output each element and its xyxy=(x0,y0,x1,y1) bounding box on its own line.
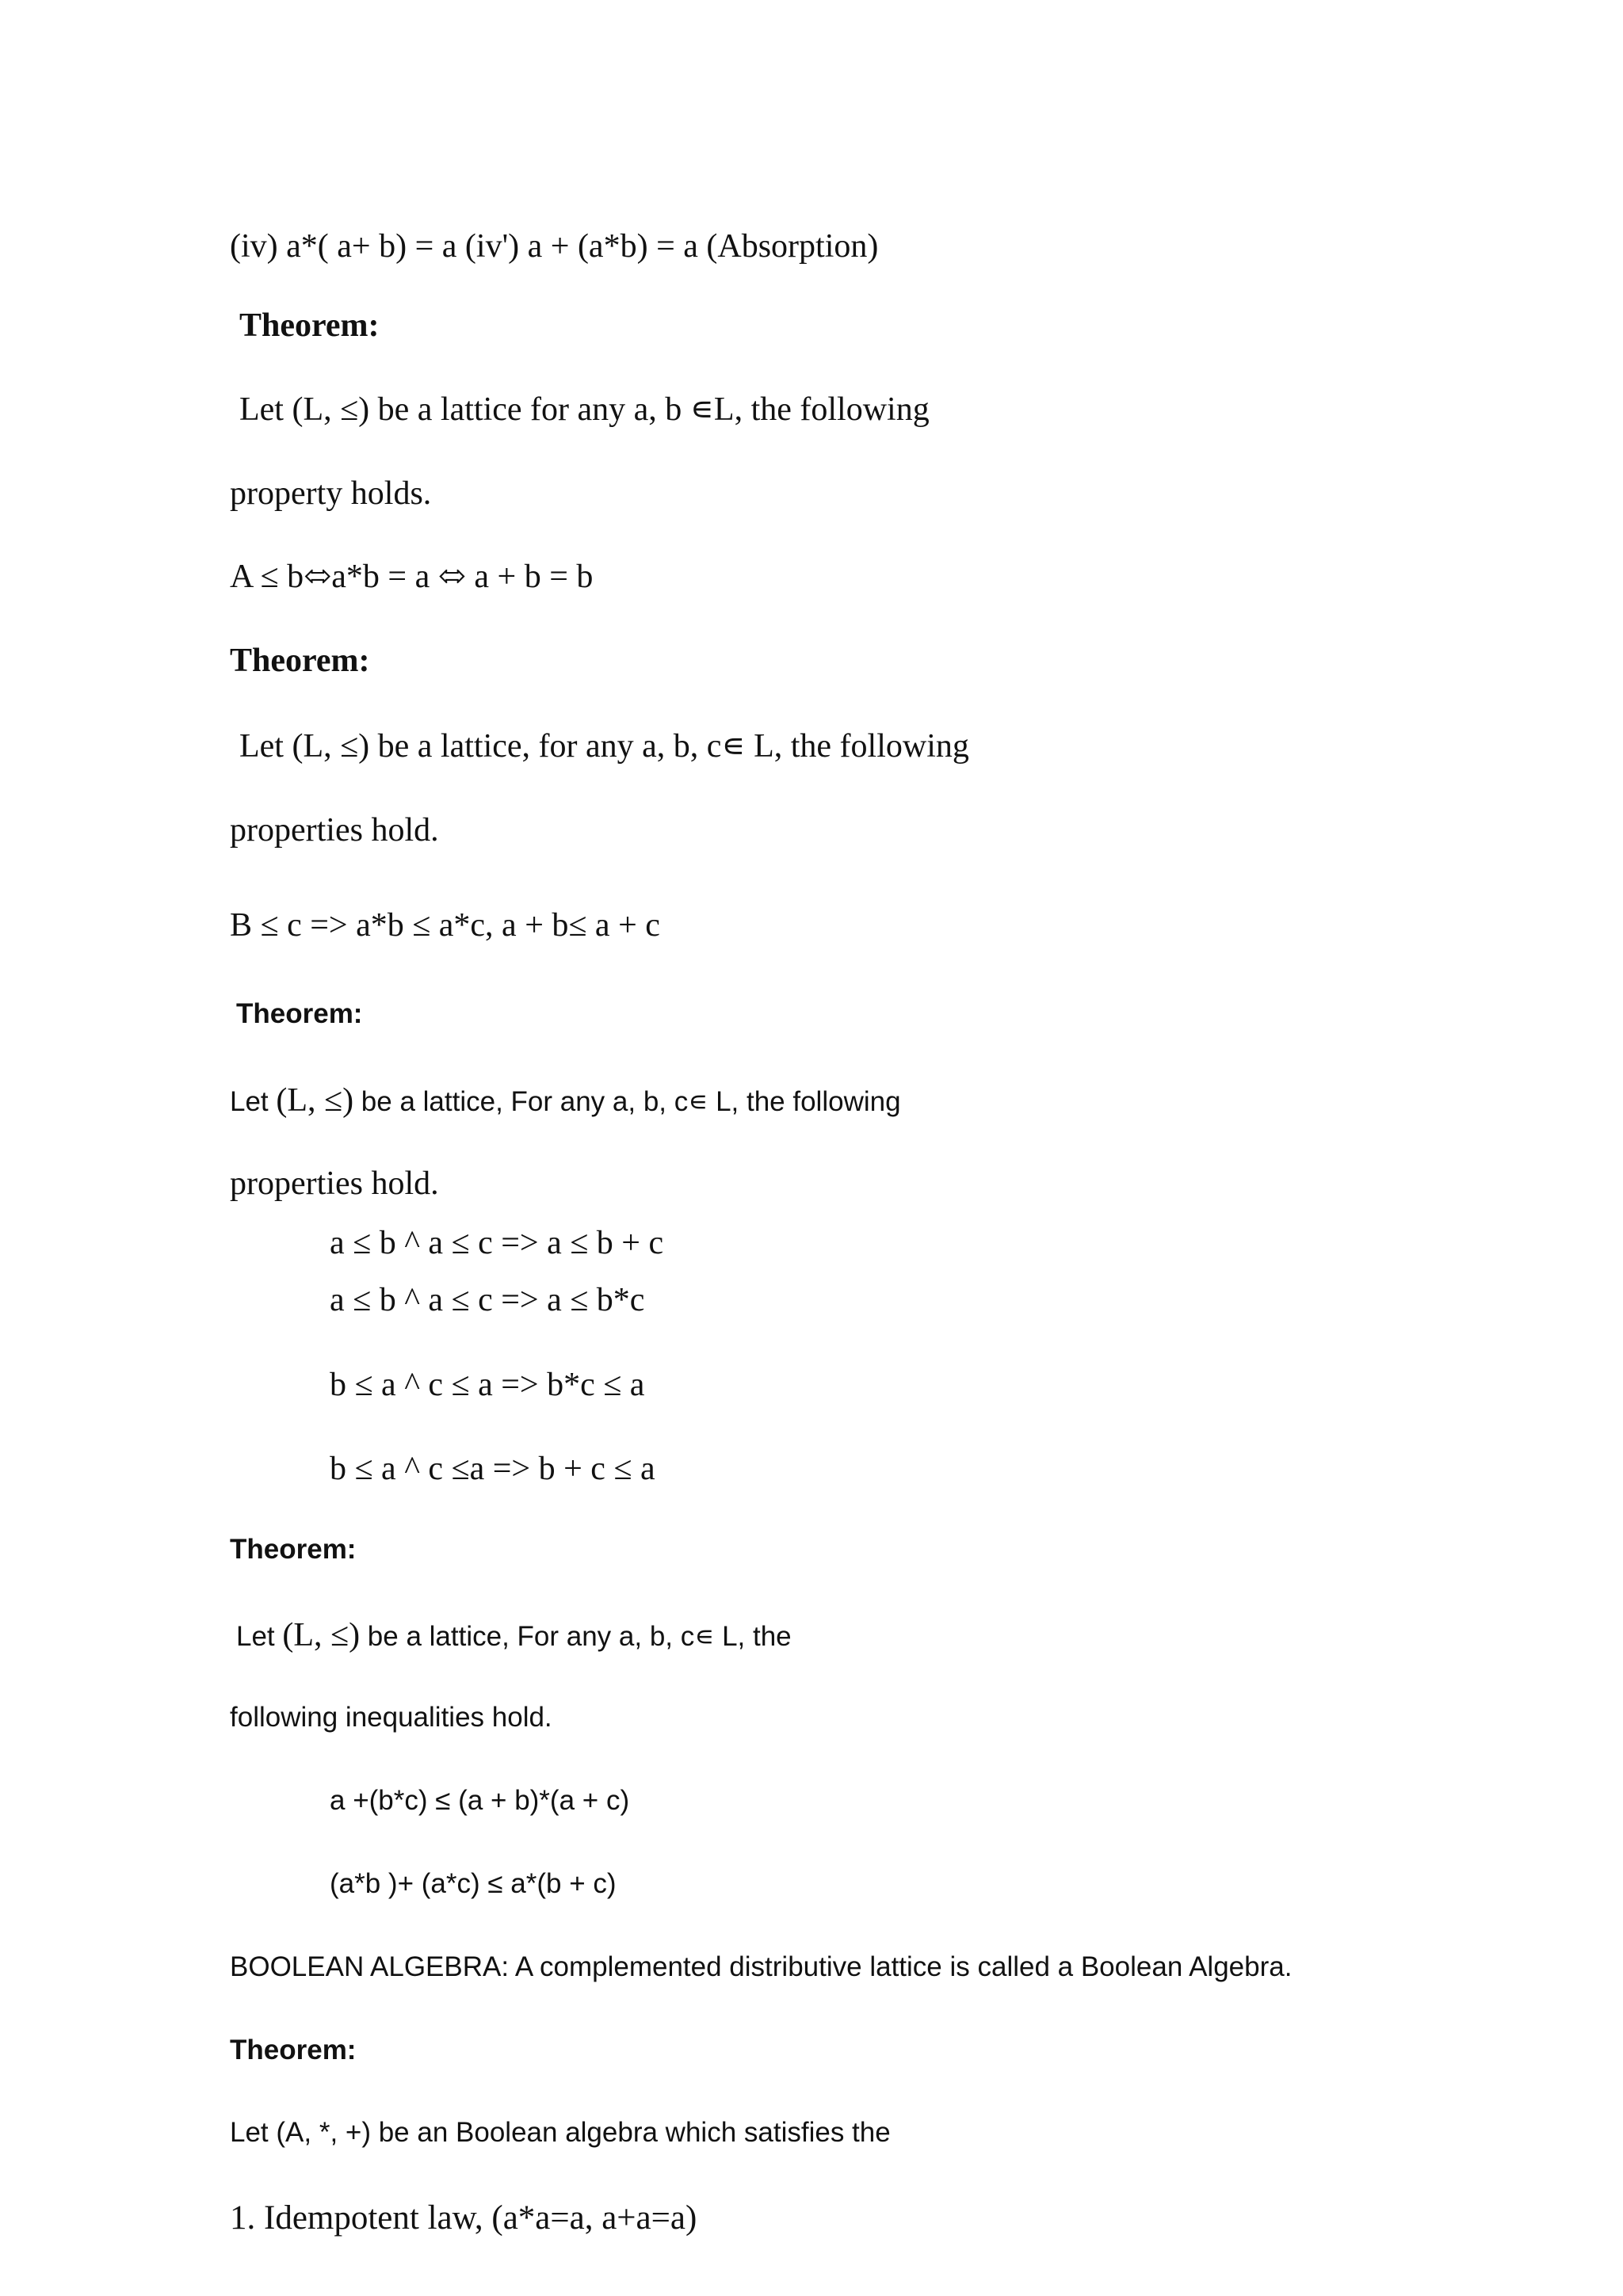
theorem-formula: a ≤ b ^ a ≤ c => a ≤ b*c xyxy=(330,1282,645,1318)
statement-suffix: be a lattice, For any a, b, c∊ L, the xyxy=(360,1621,792,1652)
theorem-statement xyxy=(236,1619,792,1652)
theorem-heading: Theorem: xyxy=(230,643,370,679)
theorem-heading: Theorem: xyxy=(239,307,380,344)
theorem-formula: b ≤ a ^ c ≤a => b + c ≤ a xyxy=(330,1451,655,1487)
statement-prefix: Let xyxy=(236,1621,283,1652)
statement-math: (L, ≤) xyxy=(282,1617,361,1653)
theorem-statement-continued: following inequalities hold. xyxy=(230,1702,552,1733)
theorem-statement xyxy=(230,1084,901,1117)
theorem-formula: A ≤ b⬄a*b = a ⬄ a + b = b xyxy=(230,559,594,595)
idempotent-law-item: 1. Idempotent law, (a*a=a, a+a=a) xyxy=(230,2199,697,2237)
theorem-statement-continued: properties hold. xyxy=(230,812,439,849)
theorem-formula: a ≤ b ^ a ≤ c => a ≤ b + c xyxy=(330,1225,664,1261)
theorem-heading: Theorem: xyxy=(230,2035,357,2065)
theorem-formula: b ≤ a ^ c ≤ a => b*c ≤ a xyxy=(330,1367,645,1403)
statement-math: (L, ≤) xyxy=(276,1082,354,1119)
theorem-statement-continued: property holds. xyxy=(230,475,432,512)
theorem-formula: B ≤ c => a*b ≤ a*c, a + b≤ a + c xyxy=(230,907,660,944)
absorption-law-line: (iv) a*( a+ b) = a (iv') a + (a*b) = a (Absorption) xyxy=(230,228,879,265)
theorem-statement: Let (L, ≤) be a lattice for any a, b ∊L, the following xyxy=(239,391,930,428)
theorem-formula: a +(b*c) ≤ (a + b)*(a + c) xyxy=(330,1785,630,1816)
theorem-heading: Theorem: xyxy=(236,998,363,1029)
theorem-statement-continued: properties hold. xyxy=(230,1165,439,1202)
theorem-statement: Let (L, ≤) be a lattice, for any a, b, c∊ L, the following xyxy=(239,728,969,765)
statement-suffix: be a lattice, For any a, b, c∊ L, the following xyxy=(353,1086,901,1117)
theorem-statement: Let (A, *, +) be an Boolean algebra which satisfies the xyxy=(230,2117,891,2148)
boolean-algebra-definition: BOOLEAN ALGEBRA: A complemented distributive lattice is called a Boolean Algebra. xyxy=(230,1951,1293,1982)
theorem-heading: Theorem: xyxy=(230,1534,357,1565)
theorem-formula: (a*b )+ (a*c) ≤ a*(b + c) xyxy=(330,1868,617,1899)
statement-prefix: Let xyxy=(230,1086,277,1117)
